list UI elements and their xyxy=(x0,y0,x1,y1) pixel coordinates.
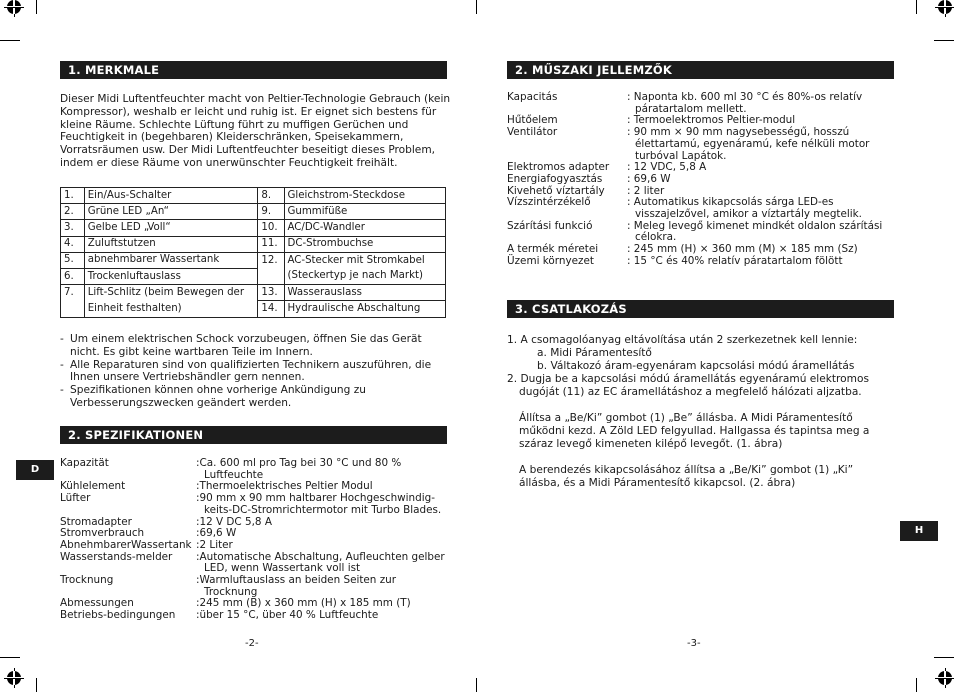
spec-key: Hűtőelem xyxy=(507,114,558,127)
spec-key: Szárítási funkció xyxy=(507,219,593,232)
feature-number: 12. xyxy=(258,252,284,268)
crop-mark xyxy=(934,40,954,41)
crop-mark xyxy=(916,0,917,14)
spec-key: Stromadapter xyxy=(60,515,132,528)
spec-row xyxy=(60,493,445,516)
spec-value: :69,6 W xyxy=(196,527,237,540)
feature-label: Hydraulische Abschaltung xyxy=(284,301,446,317)
crop-mark xyxy=(476,678,477,692)
feature-number: 3. xyxy=(61,220,85,236)
spec-key: Lüfter xyxy=(60,492,91,505)
intro-paragraph: Dieser Midi Luftentfeuchter macht von Peltier-Technologie Gebrauch (kein Kompressor), weshalb er leicht und ruhig ist. Er eignet sich bestens für kleine Räume. Schlechte Lüftung führt zu muffigen Gerüchen und Feuchtigkeit in (begehbaren) Kleiderschränken, Speisekammern, Vorratsräumen usw. Der Midi Luftentfeuchter beseitigt dieses Problem, indem er diese Räume von unerwünschter Feuchtigkeit freihält. xyxy=(60,93,451,169)
crop-mark xyxy=(0,657,20,658)
list-item: - Um einem elektrischen Schock vorzubeugen, öffnen Sie das Gerät nicht. Es gibt keine wartbaren Teile im Innern. xyxy=(60,333,450,359)
feature-label: AC/DC-Wandler xyxy=(284,220,446,236)
spec-key: A termék méretei xyxy=(507,243,599,256)
feature-label: Zuluftstutzen xyxy=(84,236,258,252)
spec-value: :Warmluftauslass an beiden Seiten zur Trocknung xyxy=(196,574,397,598)
spec-key: Kapazität xyxy=(60,457,109,469)
spec-value: : 69,6 W xyxy=(627,172,671,185)
section-heading-merkmale: 1. MERKMALE xyxy=(60,61,447,79)
feature-number: 11. xyxy=(258,236,284,252)
spec-key: AbnehmbarerWassertank xyxy=(60,538,192,551)
spec-key: Betriebs-bedingungen xyxy=(60,609,176,622)
spec-row xyxy=(507,197,897,220)
list-item: - Spezifikationen können ohne vorherige Ankündigung zu Verbesserungszwecken geändert werden. xyxy=(60,384,450,410)
spec-value: : 2 liter xyxy=(627,184,665,197)
feature-label: DC-Strombuchse xyxy=(284,236,446,252)
feature-number: 2. xyxy=(61,204,85,220)
registration-mark-top-left xyxy=(7,0,21,14)
crop-mark xyxy=(0,40,20,41)
table-row xyxy=(61,220,446,236)
table-row xyxy=(61,268,446,284)
spec-row xyxy=(60,540,445,552)
spec-list-hu xyxy=(507,92,897,268)
page-number-left: -2- xyxy=(245,638,259,649)
table-row xyxy=(61,188,446,204)
feature-label: Gleichstrom-Steckdose xyxy=(284,188,446,204)
spec-row xyxy=(507,256,897,268)
spec-row xyxy=(507,92,897,115)
spec-key: Energiafogyasztás xyxy=(507,172,603,185)
spec-value: :12 V DC 5,8 A xyxy=(196,515,272,528)
table-row xyxy=(61,236,446,252)
spec-value: :245 mm (B) x 360 mm (H) x 185 mm (T) xyxy=(196,597,411,610)
feature-number: 4. xyxy=(61,236,85,252)
language-tab-d: D xyxy=(16,460,54,480)
feature-number: 6. xyxy=(61,268,85,284)
spec-key: Trocknung xyxy=(60,574,114,587)
spec-value: :Ca. 600 ml pro Tag bei 30 °C und 80 % Luftfeuchte xyxy=(196,457,402,481)
spec-value: :Automatische Abschaltung, Aufleuchten gelber LED, wenn Wassertank voll ist xyxy=(196,550,445,575)
feature-label: Grüne LED „An“ xyxy=(84,204,258,220)
section-heading-muszaki: 2. MŰSZAKI JELLEMZŐK xyxy=(507,61,894,79)
crop-mark xyxy=(934,657,954,658)
spec-value: : Termoelektromos Peltier-modul xyxy=(627,114,796,127)
feature-number: 1. xyxy=(61,188,85,204)
spec-key: Kühlelement xyxy=(60,480,126,493)
feature-number: 7. xyxy=(61,285,85,301)
connection-step-2: 2. Dugja be a kapcsolási módú áramellátás egyenáramú elektromos dugóját (11) az EC áramellátáshoz a megfelelő hálózati aljzatba. xyxy=(507,373,869,398)
spec-key: Elektromos adapter xyxy=(507,161,610,174)
notes-list xyxy=(60,333,450,410)
spec-row xyxy=(507,221,897,244)
feature-label: Gelbe LED „Voll“ xyxy=(84,220,258,236)
feature-label: Lift-Schlitz (beim Bewegen der xyxy=(84,285,258,301)
spec-list-de xyxy=(60,458,445,622)
crop-mark xyxy=(36,678,37,692)
table-row xyxy=(61,204,446,220)
registration-mark-bottom-left xyxy=(7,671,21,685)
spec-row xyxy=(60,575,445,598)
spec-key: Vízszintérzékelő xyxy=(507,196,591,209)
feature-number: 13. xyxy=(258,285,284,301)
spec-row xyxy=(60,458,445,481)
feature-label: Trockenluftauslass xyxy=(84,268,258,284)
connection-paragraph-on: Állítsa a „Be/Ki” gombot (1) „Be” állásba. A Midi Páramentesítő működni kezd. A Zöld LED felgyullad. Hallgassa és tapintsa meg a száraz levegő kimeneten kilépő levegőt. (1. ábra) xyxy=(519,412,870,450)
feature-number xyxy=(61,301,85,317)
spec-key: Wasserstands-melder xyxy=(60,550,173,563)
crop-mark xyxy=(476,0,477,14)
registration-mark-bottom-right xyxy=(938,671,952,685)
spec-value: : 90 mm × 90 mm nagysebességű, hosszú élettartamú, egyenáramú, kefe nélküli motor turbóval Lapátok. xyxy=(627,126,870,162)
spec-row xyxy=(507,174,897,186)
features-table xyxy=(60,187,446,318)
spec-row xyxy=(60,552,445,575)
page-number-right: -3- xyxy=(687,638,701,649)
feature-label: Ein/Aus-Schalter xyxy=(84,188,258,204)
spec-value: : 245 mm (H) × 360 mm (M) × 185 mm (Sz) xyxy=(627,243,858,256)
section-heading-csatlakozas: 3. CSATLAKOZÁS xyxy=(507,300,894,318)
feature-number: 5. xyxy=(61,252,85,268)
table-row xyxy=(61,252,446,268)
spec-value: : Automatikus kikapcsolás sárga LED-es visszajelzővel, amikor a víztartály megtelik. xyxy=(627,196,862,221)
feature-number: 8. xyxy=(258,188,284,204)
spec-row xyxy=(507,127,897,162)
crop-mark xyxy=(36,0,37,14)
crop-mark xyxy=(916,678,917,692)
feature-number: 14. xyxy=(258,301,284,317)
spec-key: Kivehető víztartály xyxy=(507,184,605,197)
feature-number: 10. xyxy=(258,220,284,236)
table-row xyxy=(61,301,446,317)
spec-value: : 15 °C és 40% relatív páratartalom fölött xyxy=(627,254,843,267)
spec-key: Abmessungen xyxy=(60,597,134,610)
spec-value: :Thermoelektrisches Peltier Modul xyxy=(196,480,373,493)
spec-key: Üzemi környezet xyxy=(507,254,594,267)
spec-value: : 12 VDC, 5,8 A xyxy=(627,161,707,174)
registration-mark-top-right xyxy=(938,0,952,14)
list-item: - Alle Reparaturen sind von qualifizierten Technikern auszuführen, die Ihnen unsere Vertriebshändler gern nennen. xyxy=(60,359,450,385)
connection-step-1b: b. Váltakozó áram-egyenáram kapcsolási módú áramellátás xyxy=(537,360,855,372)
spec-key: Stromverbrauch xyxy=(60,527,145,540)
feature-label: abnehmbarer Wassertank xyxy=(84,252,258,268)
language-tab-h: H xyxy=(900,521,938,541)
spec-value: :2 Liter xyxy=(196,538,233,551)
feature-label: Wasserauslass xyxy=(284,285,446,301)
spec-value: :90 mm x 90 mm haltbarer Hochgeschwindig-keits-DC-Stromrichtermotor mit Turbo Blades. xyxy=(196,492,442,516)
spec-row xyxy=(60,610,445,622)
spec-value: : Naponta kb. 600 ml 30 °C és 80%-os relatív páratartalom mellett. xyxy=(627,91,863,115)
connection-paragraph-off: A berendezés kikapcsolásához állítsa a „Be/Ki” gombot (1) „Ki” állásba, és a Midi Páramentesítő kikapcsol. (2. ábra) xyxy=(519,464,854,489)
feature-label: Gummifüße xyxy=(284,204,446,220)
feature-label: AC-Stecker mit Stromkabel xyxy=(284,252,446,268)
connection-step-1: 1. A csomagolóanyag eltávolítása után 2 szerkezetnek kell lennie: xyxy=(507,334,858,346)
section-heading-spezifikationen: 2. SPEZIFIKATIONEN xyxy=(60,426,447,444)
spec-key: Kapacitás xyxy=(507,91,558,103)
spec-value: :über 15 °C, über 40 % Luftfeuchte xyxy=(196,609,379,622)
table-row xyxy=(61,285,446,301)
feature-label: Einheit festhalten) xyxy=(84,301,258,317)
feature-label: (Steckertyp je nach Markt) xyxy=(284,268,446,284)
spec-key: Ventilátor xyxy=(507,126,558,139)
connection-step-1a: a. Midi Páramentesítő xyxy=(537,347,652,359)
spec-value: : Meleg levegő kimenet mindkét oldalon szárítási célokra. xyxy=(627,219,883,244)
feature-number xyxy=(258,268,284,284)
feature-number: 9. xyxy=(258,204,284,220)
